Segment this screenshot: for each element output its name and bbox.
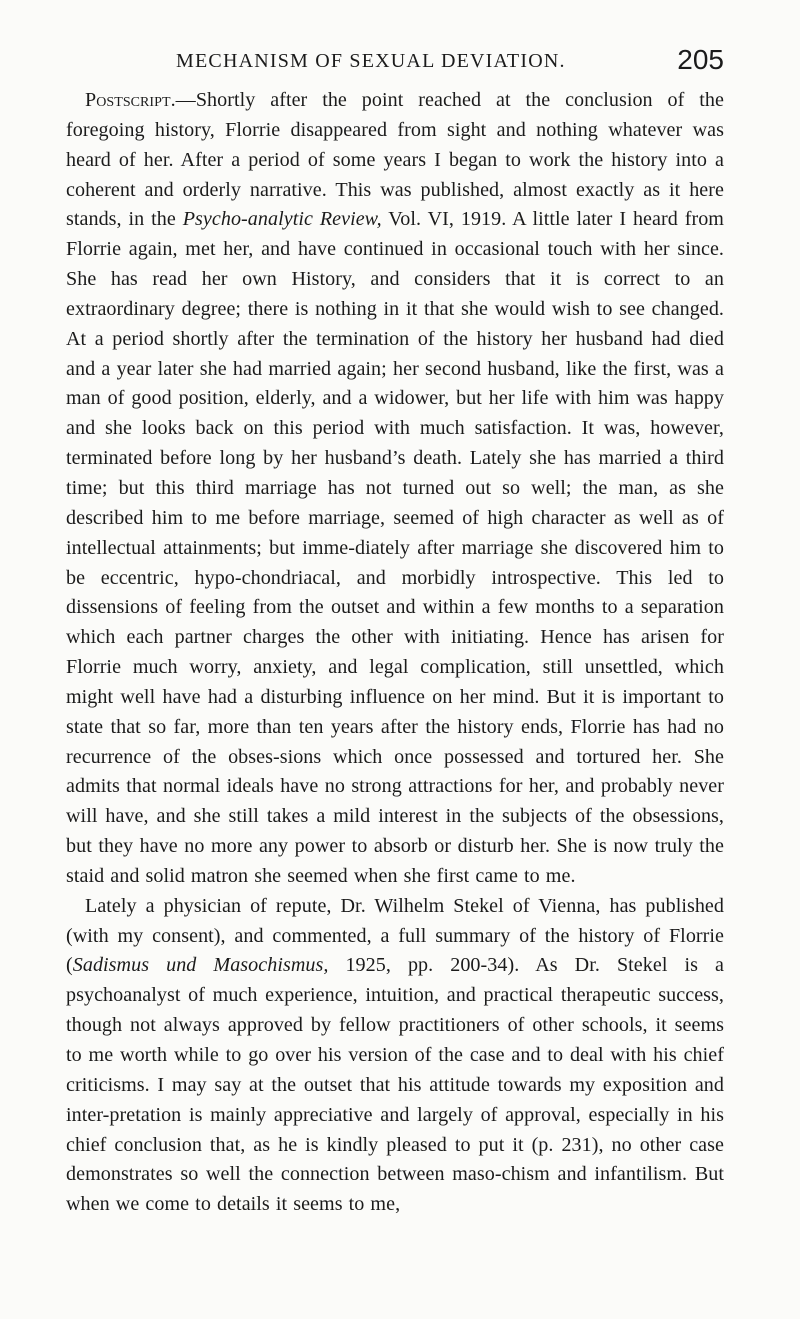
body-text bbox=[66, 86, 724, 1220]
paragraph-text: Lately a physician of repute, Dr. Wilhelm Stekel of Vienna, has published (with my consent), and commented, a full summary of the history of Florrie ( bbox=[66, 894, 724, 977]
book-title: Sadismus und Masochismus, bbox=[72, 954, 329, 977]
book-page bbox=[66, 42, 724, 1220]
paragraph-text: Vol. VI, 1919. A little later I heard from Florrie again, met her, and have continued in occasional touch with her since. She has read her own History, and considers that it is correct to an extraordinary degree; there is nothing in it that she would wish to see changed. At a period shortly after the termination of the history her husband had died and a year later she had married again; her second husband, like the first, was a man of good position, elderly, and a widower, but her life with him was happy and she looks back on this period with much satisfaction. It was, however, terminated before long by her husband’s death. Lately she has married a third time; but this third marriage has not turned out so well; the man, as she described him to me before marriage, seemed of high character as well as of intellectual attainments; but imme-diately after marriage she discovered him to be eccentric, hypo-chondriacal, and morbidly introspective. This led to dissensions of feeling from the outset and within a few months to a separation which each partner charges the other with initiating. Hence has arisen for Florrie much worry, anxiety, and legal complication, still unsettled, which might well have had a disturbing influence on her mind. But it is important to state that so far, more than ten years after the history ends, Florrie has had no recurrence of the obses-sions which once possessed and tortured her. She admits that normal ideals have no strong attractions for her, and probably never will have, and she still takes a mild interest in the subjects of the obsessions, but they have no more any power to absorb or disturb her. She is now truly the staid and solid matron she seemed when she first came to me. bbox=[66, 208, 724, 887]
journal-title: Psycho-analytic Review, bbox=[182, 208, 382, 231]
paragraph-stekel bbox=[66, 892, 724, 1220]
page-header bbox=[66, 42, 724, 86]
page-number: 205 bbox=[677, 44, 724, 75]
paragraph-postscript bbox=[66, 86, 724, 892]
paragraph-text: 1925, pp. 200-34). As Dr. Stekel is a psychoanalyst of much experience, intuition, and practical therapeutic success, though not always approved by fellow practitioners of other schools, it seems to me worth while to go over his version of the case and to deal with his chief criticisms. I may say at the outset that his attitude towards my exposition and inter-pretation is mainly appreciative and largely of approval, especially in his chief conclusion that, as he is kindly pleased to put it (p. 231), no other case demonstrates so well the connection between maso-chism and infantilism. But when we come to details it seems to me, bbox=[66, 954, 724, 1216]
paragraph-text: —Shortly after the point reached at the conclusion of the foregoing history, Florrie disappeared from sight and nothing whatever was heard of her. After a period of some years I began to work the history into a coherent and orderly narrative. This was published, almost exactly as it here stands, in the bbox=[66, 89, 724, 231]
postscript-lead: Postscript. bbox=[85, 89, 176, 111]
running-title: MECHANISM OF SEXUAL DEVIATION. bbox=[176, 50, 566, 72]
